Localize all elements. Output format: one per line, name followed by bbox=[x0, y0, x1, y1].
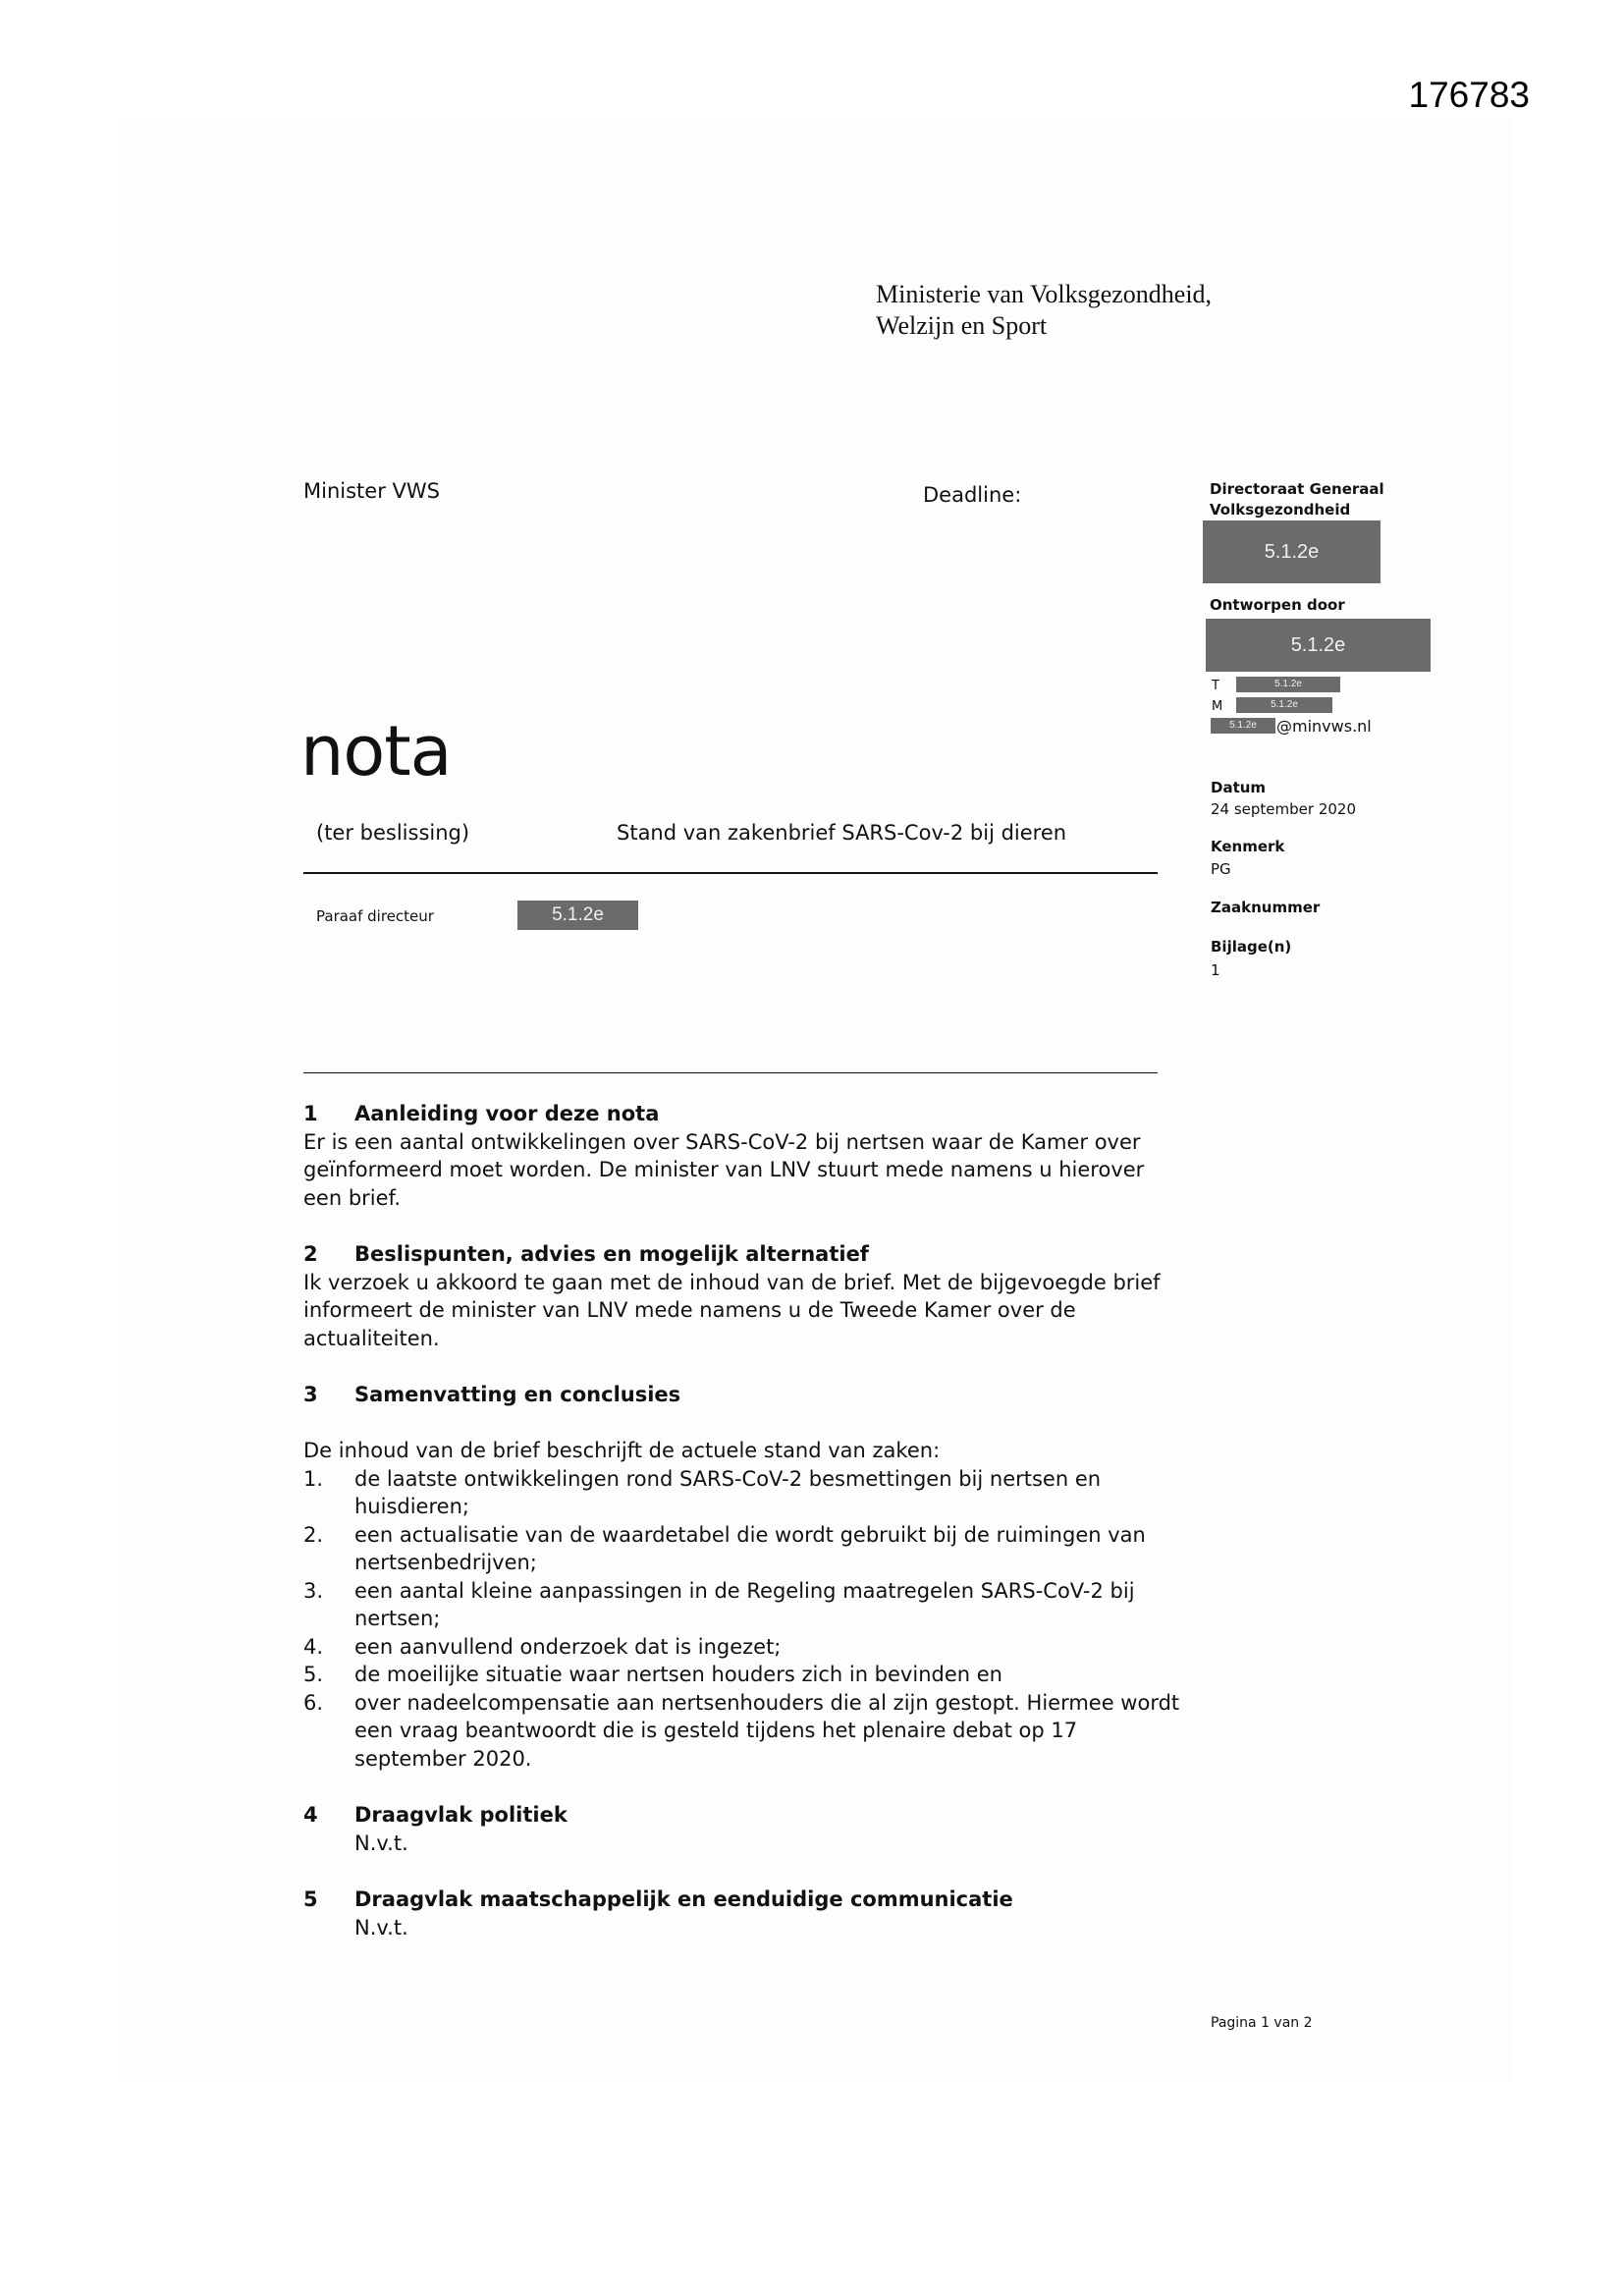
section-heading bbox=[303, 1886, 1187, 1914]
designed-by-label: Ontworpen door bbox=[1210, 596, 1345, 614]
mobile-label: M bbox=[1212, 699, 1223, 714]
section-number: 2 bbox=[303, 1242, 318, 1266]
list-item-number: 2. bbox=[303, 1522, 324, 1547]
list-item bbox=[303, 1689, 1187, 1774]
ministry-line-1: Ministerie van Volksgezondheid, bbox=[876, 280, 1213, 308]
case-number-label: Zaaknummer bbox=[1211, 899, 1321, 916]
section-4 bbox=[303, 1801, 1187, 1857]
section-heading bbox=[303, 1100, 1187, 1128]
ministry-line-2: Welzijn en Sport bbox=[876, 311, 1048, 340]
list-item-number: 6. bbox=[303, 1690, 324, 1715]
list-item-text: de laatste ontwikkelingen rond SARS-CoV-2 besmettingen bij nertsen en huisdieren; bbox=[354, 1466, 1102, 1518]
reference-value: PG bbox=[1211, 860, 1231, 878]
redaction-box: 5.1.2e bbox=[1211, 718, 1275, 734]
section-5 bbox=[303, 1886, 1187, 1941]
list-item-number: 5. bbox=[303, 1663, 324, 1686]
nota-type: (ter beslissing) bbox=[316, 821, 470, 845]
date-value: 24 september 2020 bbox=[1211, 800, 1357, 818]
section-heading bbox=[303, 1801, 1187, 1830]
section-text: Er is een aantal ontwikkelingen over SARS-CoV-2 bij nertsen waar de Kamer over geïnformeerd moet worden. De minister van LNV stuurt mede namens u hierover een brief. bbox=[303, 1129, 1145, 1210]
nota-subject: Stand van zakenbrief SARS-Cov-2 bij dieren bbox=[617, 821, 1067, 845]
addressee: Minister VWS bbox=[303, 479, 440, 503]
deadline-label: Deadline: bbox=[923, 483, 1022, 507]
attachments-value: 1 bbox=[1211, 961, 1220, 979]
directorate-line-2: Volksgezondheid bbox=[1210, 501, 1351, 519]
list-item-text: een aanvullend onderzoek dat is ingezet; bbox=[354, 1634, 782, 1659]
list-item bbox=[303, 1577, 1187, 1633]
section-number: 3 bbox=[303, 1383, 318, 1406]
directorate-line-1: Directoraat Generaal bbox=[1210, 480, 1384, 498]
section-text: N.v.t. bbox=[354, 1831, 408, 1855]
reference-label: Kenmerk bbox=[1211, 838, 1285, 855]
section-title: Draagvlak politiek bbox=[354, 1803, 568, 1827]
date-label: Datum bbox=[1211, 779, 1267, 796]
list-item bbox=[303, 1633, 1187, 1662]
ministry-logo-text bbox=[876, 279, 1212, 342]
section-number: 1 bbox=[303, 1102, 318, 1125]
document-number: 176783 bbox=[1408, 75, 1530, 115]
section-heading bbox=[303, 1240, 1187, 1269]
divider bbox=[303, 1072, 1158, 1073]
page-number: Pagina 1 van 2 bbox=[1211, 2015, 1313, 2031]
redaction-box: 5.1.2e bbox=[1236, 697, 1332, 713]
paraaf-label: Paraaf directeur bbox=[316, 907, 434, 925]
page-title: nota bbox=[300, 711, 452, 792]
list-item-number: 1. bbox=[303, 1466, 324, 1491]
list-item bbox=[303, 1661, 1187, 1689]
email-domain: @minvws.nl bbox=[1276, 717, 1372, 736]
list-item-text: een actualisatie van de waardetabel die wordt gebruikt bij de ruimingen van nertsenbedrijven; bbox=[354, 1522, 1146, 1574]
section-3 bbox=[303, 1381, 1187, 1773]
redaction-box: 5.1.2e bbox=[1236, 677, 1340, 692]
section-title: Samenvatting en conclusies bbox=[354, 1383, 681, 1406]
list-item-text: de moeilijke situatie waar nertsen houders zich in bevinden en bbox=[354, 1663, 1002, 1686]
section-intro: De inhoud van de brief beschrijft de actuele stand van zaken: bbox=[303, 1439, 941, 1462]
section-1 bbox=[303, 1100, 1187, 1212]
divider bbox=[303, 872, 1158, 874]
list-item-text: over nadeelcompensatie aan nertsenhouders die al zijn gestopt. Hiermee wordt een vraag beantwoordt die is gesteld tijdens het plenaire debat op 17 september 2020. bbox=[354, 1690, 1180, 1771]
summary-list bbox=[303, 1465, 1187, 1774]
phone-label: T bbox=[1212, 679, 1219, 693]
attachments-label: Bijlage(n) bbox=[1211, 938, 1292, 956]
redaction-box: 5.1.2e bbox=[1203, 520, 1380, 583]
nota-body bbox=[303, 1100, 1187, 1970]
redaction-box: 5.1.2e bbox=[517, 901, 638, 930]
section-title: Beslispunten, advies en mogelijk alternatief bbox=[354, 1242, 869, 1266]
section-title: Aanleiding voor deze nota bbox=[354, 1102, 660, 1125]
section-number: 4 bbox=[303, 1803, 318, 1827]
list-item-number: 4. bbox=[303, 1634, 324, 1659]
section-number: 5 bbox=[303, 1887, 318, 1911]
directorate bbox=[1210, 479, 1445, 520]
redaction-box: 5.1.2e bbox=[1206, 619, 1431, 672]
section-heading bbox=[303, 1381, 1187, 1409]
list-item bbox=[303, 1465, 1187, 1521]
list-item-text: een aantal kleine aanpassingen in de Regeling maatregelen SARS-CoV-2 bij nertsen; bbox=[354, 1578, 1135, 1630]
section-text: N.v.t. bbox=[354, 1915, 408, 1940]
section-2 bbox=[303, 1240, 1187, 1352]
section-title: Draagvlak maatschappelijk en eenduidige communicatie bbox=[354, 1887, 1013, 1911]
list-item-number: 3. bbox=[303, 1578, 324, 1603]
list-item bbox=[303, 1521, 1187, 1577]
section-text: Ik verzoek u akkoord te gaan met de inhoud van de brief. Met de bijgevoegde brief informeert de minister van LNV mede namens u de Tweede Kamer over de actualiteiten. bbox=[303, 1270, 1161, 1350]
